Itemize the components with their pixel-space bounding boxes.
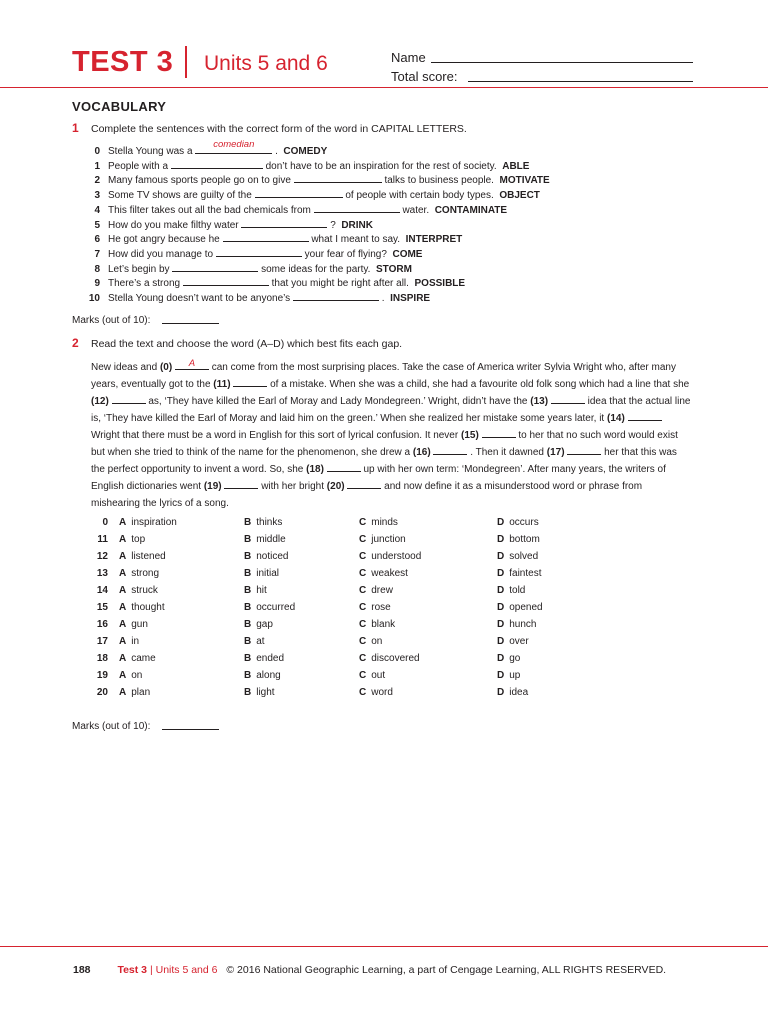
item-number: 9 [94, 278, 100, 290]
option-d[interactable] [497, 670, 520, 681]
name-field[interactable] [431, 62, 693, 63]
exercise-1-item [72, 159, 529, 172]
option-letter: D [497, 687, 505, 698]
option-word: up [509, 670, 521, 681]
option-c[interactable] [359, 551, 421, 562]
item-text-after: water. [402, 204, 430, 216]
option-letter: B [244, 585, 252, 596]
passage-gap[interactable] [233, 377, 267, 387]
item-keyword: MOTIVATE [499, 175, 550, 187]
item-text-before: He got angry because he [108, 234, 220, 246]
option-letter: C [359, 568, 367, 579]
item-text-before: Let’s begin by [108, 263, 170, 275]
exercise-2-marks-label: Marks (out of 10): [72, 721, 151, 732]
option-word: in [131, 636, 140, 647]
exercise-1-marks-label: Marks (out of 10): [72, 315, 151, 326]
passage-text: . Then it dawned [467, 447, 547, 458]
option-word: gap [256, 619, 273, 630]
option-b[interactable] [244, 534, 286, 545]
footer-units: Units 5 and 6 [155, 964, 218, 976]
option-row-number: 0 [102, 517, 108, 528]
cloze-passage [91, 359, 691, 512]
passage-gap[interactable] [112, 394, 146, 404]
option-a[interactable] [119, 619, 148, 630]
exercise-1-item [72, 188, 540, 201]
item-text-after: don’t have to be an inspiration for the rest of society. [265, 160, 497, 172]
option-word: weakest [371, 568, 408, 579]
total-score-field[interactable] [468, 81, 693, 82]
item-text-before: Stella Young doesn’t want to be anyone’s [108, 293, 291, 304]
item-text-after: your fear of flying? [304, 248, 387, 260]
item-number: 10 [88, 293, 100, 304]
gap-number: (19) [203, 481, 222, 492]
gap-number: (11) [213, 379, 231, 390]
passage-text: New ideas and [91, 362, 160, 373]
option-letter: C [359, 585, 367, 596]
gap-number: (14) [607, 413, 625, 424]
item-number: 1 [94, 160, 100, 172]
option-letter: A [119, 670, 127, 681]
option-c[interactable] [359, 653, 420, 664]
option-b[interactable] [244, 619, 273, 630]
passage-text: idea that the actual line is, ‘They have killed the Earl of Moray and laid him on the green.’ When she realized her mistake some years later, it [91, 396, 691, 424]
option-row-number: 15 [96, 602, 108, 613]
option-word: solved [509, 551, 539, 562]
passage-gap[interactable] [628, 411, 662, 421]
option-word: discovered [371, 653, 420, 664]
item-text-before: Many famous sports people go on to give [108, 175, 291, 187]
option-letter: A [119, 602, 127, 613]
option-letter: A [119, 653, 127, 664]
gap-answer: A [188, 358, 196, 369]
exercise-1-number: 1 [72, 121, 79, 135]
option-word: faintest [509, 568, 542, 579]
option-b[interactable] [244, 568, 279, 579]
option-d[interactable] [497, 534, 540, 545]
item-text-after: . [275, 146, 278, 157]
option-row-number: 11 [97, 534, 108, 545]
option-letter: D [497, 619, 505, 630]
option-word: blank [371, 619, 396, 630]
option-letter: B [244, 670, 252, 681]
page-number: 188 [73, 964, 91, 976]
answer-gap[interactable] [223, 232, 309, 242]
answer-gap[interactable] [314, 203, 400, 213]
passage-text: of a mistake. When she was a child, she had a favourite old folk song which had a line that she [267, 379, 690, 390]
item-keyword: DRINK [341, 219, 373, 231]
option-c[interactable] [359, 619, 395, 630]
option-letter: C [359, 670, 367, 681]
option-a[interactable] [119, 602, 165, 613]
option-letter: A [119, 534, 127, 545]
exercise-1-item [72, 218, 373, 231]
option-letter: A [119, 551, 127, 562]
item-keyword: INTERPRET [405, 234, 463, 246]
option-b[interactable] [244, 551, 288, 562]
gap-number: (12) [91, 396, 109, 407]
passage-gap[interactable] [224, 479, 258, 489]
option-letter: B [244, 517, 252, 528]
passage-text: to her that no such word would exist but when she tried to think of the name for the phenomenon, she drew a [91, 430, 678, 458]
exercise-1-item [72, 203, 507, 216]
option-letter: A [119, 568, 127, 579]
option-letter: A [119, 619, 127, 630]
item-text-before: There’s a strong [108, 278, 181, 290]
passage-gap[interactable] [175, 360, 209, 370]
option-row-number: 20 [96, 687, 108, 698]
item-text-before: Stella Young was a [108, 146, 193, 157]
item-number: 3 [94, 190, 100, 202]
item-text-after: . [381, 293, 385, 304]
exercise-1-item [72, 232, 462, 245]
exercise-1-instruction: Complete the sentences with the correct form of the word in CAPITAL LETTERS. [91, 123, 467, 135]
option-row-number: 13 [96, 568, 108, 579]
passage-text: her that this was the perfect opportunity to invent a word. So, she [91, 447, 677, 475]
item-keyword: POSSIBLE [414, 278, 466, 290]
option-c[interactable] [359, 636, 382, 647]
option-b[interactable] [244, 670, 281, 681]
option-c[interactable] [359, 602, 391, 613]
option-word: middle [256, 534, 286, 545]
answer-gap[interactable] [172, 262, 258, 272]
exercise-1-item [72, 139, 328, 157]
answer-gap[interactable] [195, 139, 272, 154]
exercise-1-item [72, 276, 465, 289]
exercise-2-marks-field[interactable] [162, 729, 219, 730]
option-word: rose [371, 602, 391, 613]
option-letter: D [497, 670, 505, 681]
option-c[interactable] [359, 585, 393, 596]
option-word: gun [131, 619, 148, 630]
option-letter: D [497, 585, 505, 596]
option-b[interactable] [244, 602, 295, 613]
option-b[interactable] [244, 636, 265, 647]
gap-number: (13) [530, 396, 549, 407]
option-word: at [256, 636, 265, 647]
option-c[interactable] [359, 687, 393, 698]
answer-gap[interactable] [294, 173, 382, 183]
option-letter: C [359, 551, 367, 562]
option-letter: D [497, 517, 505, 528]
exercise-2-number: 2 [72, 336, 79, 350]
option-word: initial [256, 568, 280, 579]
passage-gap[interactable] [567, 445, 601, 455]
footer-test: Test 3 [117, 964, 148, 976]
footer-sep: | [149, 964, 156, 976]
option-letter: D [497, 602, 505, 613]
item-keyword: CONTAMINATE [434, 204, 508, 216]
option-word: told [509, 585, 526, 596]
option-letter: C [359, 517, 367, 528]
option-letter: C [359, 653, 367, 664]
answer-gap[interactable] [255, 188, 343, 198]
gap-number: (15) [460, 430, 479, 441]
option-row-number: 18 [96, 653, 108, 664]
section-title: VOCABULARY [72, 99, 167, 114]
option-a[interactable] [119, 517, 177, 528]
passage-gap[interactable] [347, 479, 381, 489]
option-word: on [131, 670, 143, 681]
item-keyword: COME [392, 248, 423, 260]
option-letter: B [244, 653, 252, 664]
option-word: light [256, 687, 275, 698]
option-word: word [371, 687, 393, 698]
option-letter: A [119, 585, 127, 596]
option-word: listened [131, 551, 166, 562]
option-letter: D [497, 636, 505, 647]
option-a[interactable] [119, 534, 145, 545]
option-word: ended [256, 653, 285, 664]
option-b[interactable] [244, 517, 282, 528]
name-label: Name [391, 50, 426, 65]
answer-text: comedian [213, 139, 255, 150]
option-c[interactable] [359, 568, 408, 579]
option-row-number: 19 [96, 670, 108, 681]
passage-gap[interactable] [327, 462, 361, 472]
item-keyword: INSPIRE [390, 293, 431, 304]
option-a[interactable] [119, 585, 158, 596]
option-word: hit [256, 585, 267, 596]
option-a[interactable] [119, 568, 159, 579]
option-letter: C [359, 636, 367, 647]
gap-number: (20) [326, 481, 345, 492]
passage-text: can come from the most surprising places. Take the case of America writer Sylvia Wright who, after many years, eventually got to the [91, 362, 676, 390]
item-text-after: ? [330, 219, 336, 231]
option-letter: B [244, 534, 252, 545]
passage-text: as, ‘They have killed the Earl of Moray and Lady Mondegreen.’ Wright, didn’t have the [145, 396, 531, 407]
option-a[interactable] [119, 551, 166, 562]
option-letter: C [359, 602, 367, 613]
option-letter: B [244, 551, 252, 562]
option-word: out [371, 670, 386, 681]
option-letter: B [244, 636, 252, 647]
option-letter: D [497, 568, 505, 579]
option-word: plan [131, 687, 151, 698]
item-keyword: STORM [375, 263, 412, 275]
option-c[interactable] [359, 517, 398, 528]
option-letter: C [359, 619, 367, 630]
exercise-1-item [72, 173, 550, 186]
option-word: opened [509, 602, 543, 613]
answer-gap[interactable] [216, 247, 302, 257]
option-row-number: 12 [96, 551, 108, 562]
option-a[interactable] [119, 636, 139, 647]
option-b[interactable] [244, 687, 275, 698]
exercise-1-item [72, 247, 422, 260]
option-letter: A [119, 517, 127, 528]
item-text-before: How do you make filthy water [108, 219, 239, 231]
item-text-after: talks to business people. [384, 175, 494, 187]
passage-gap[interactable] [433, 445, 467, 455]
option-letter: D [497, 653, 505, 664]
exercise-2-instruction: Read the text and choose the word (A–D) which best fits each gap. [91, 338, 403, 350]
title-divider [185, 46, 187, 78]
option-word: understood [371, 551, 422, 562]
item-text-before: This filter takes out all the bad chemicals from [108, 204, 311, 216]
footer-copyright: © 2016 National Geographic Learning, a part of Cengage Learning, ALL RIGHTS RESERVED. [226, 964, 667, 976]
option-word: thinks [256, 517, 283, 528]
answer-gap[interactable] [171, 159, 263, 169]
passage-text: and now define it as a misunderstood word or phrase from mishearing the lyrics of a song. [91, 481, 643, 509]
exercise-1-item [72, 262, 412, 275]
item-number: 2 [94, 175, 100, 187]
option-word: bottom [509, 534, 540, 545]
option-letter: C [359, 687, 367, 698]
passage-gap[interactable] [551, 394, 585, 404]
option-word: inspiration [131, 517, 177, 528]
item-number: 7 [94, 248, 100, 260]
item-number: 4 [94, 204, 100, 216]
option-row-number: 16 [96, 619, 108, 630]
gap-number: (18) [306, 464, 324, 475]
answer-gap[interactable] [241, 218, 327, 228]
option-word: struck [131, 585, 158, 596]
option-word: go [509, 653, 521, 664]
option-c[interactable] [359, 670, 385, 681]
option-word: strong [131, 568, 160, 579]
gap-number: (0) [159, 362, 173, 373]
option-word: thought [131, 602, 165, 613]
footer-rule [0, 946, 768, 947]
item-number: 5 [94, 219, 100, 231]
item-text-before: Some TV shows are guilty of the [108, 190, 252, 202]
option-a[interactable] [119, 687, 150, 698]
exercise-1-item [72, 291, 430, 304]
option-letter: B [244, 619, 252, 630]
option-letter: C [359, 534, 367, 545]
option-d[interactable] [497, 602, 543, 613]
option-word: over [509, 636, 529, 647]
item-keyword: ABLE [502, 160, 530, 172]
option-word: occurs [509, 517, 539, 528]
item-text-before: People with a [108, 160, 169, 172]
option-b[interactable] [244, 585, 267, 596]
option-row-number: 17 [96, 636, 108, 647]
test-title: TEST 3 [72, 46, 174, 78]
option-a[interactable] [119, 653, 156, 664]
option-letter: D [497, 534, 505, 545]
item-text-before: How did you manage to [108, 248, 214, 260]
option-word: occurred [256, 602, 296, 613]
option-letter: D [497, 551, 505, 562]
units-title: Units 5 and 6 [204, 52, 328, 75]
option-a[interactable] [119, 670, 142, 681]
option-d[interactable] [497, 619, 536, 630]
option-word: hunch [509, 619, 537, 630]
footer [73, 964, 666, 976]
item-text-after: of people with certain body types. [345, 190, 494, 202]
total-score-label: Total score: [391, 69, 458, 84]
exercise-1-marks-field[interactable] [162, 323, 219, 324]
option-row-number: 14 [96, 585, 108, 596]
passage-text: up with her own term: ‘Mondegreen’. After many years, the writers of English dictionaries went [91, 464, 666, 492]
passage-gap[interactable] [482, 428, 516, 438]
answer-gap[interactable] [183, 276, 269, 286]
option-c[interactable] [359, 534, 406, 545]
passage-text: Wright that there must be a word in English for this sort of lyrical confusion. It never [91, 430, 461, 441]
option-letter: B [244, 568, 252, 579]
option-d[interactable] [497, 551, 538, 562]
item-number: 8 [94, 263, 100, 275]
item-text-after: that you might be right after all. [271, 278, 409, 290]
item-text-after: what I meant to say. [311, 234, 401, 246]
option-d[interactable] [497, 636, 529, 647]
option-letter: A [119, 687, 127, 698]
item-text-after: some ideas for the party. [261, 263, 371, 275]
gap-number: (16) [412, 447, 431, 458]
option-word: noticed [256, 551, 289, 562]
item-number: 0 [94, 146, 100, 157]
option-word: minds [371, 517, 398, 528]
option-word: top [131, 534, 146, 545]
option-b[interactable] [244, 653, 284, 664]
option-letter: A [119, 636, 127, 647]
option-word: came [131, 653, 156, 664]
option-d[interactable] [497, 653, 520, 664]
option-word: along [256, 670, 281, 681]
option-word: drew [371, 585, 393, 596]
option-word: on [371, 636, 383, 647]
item-number: 6 [94, 234, 100, 246]
option-d[interactable] [497, 687, 528, 698]
option-word: junction [371, 534, 406, 545]
item-keyword: COMEDY [283, 146, 328, 157]
option-d[interactable] [497, 517, 539, 528]
gap-number: (17) [546, 447, 565, 458]
header-rule [0, 87, 768, 88]
item-keyword: OBJECT [499, 190, 540, 202]
answer-gap[interactable] [293, 291, 379, 301]
option-d[interactable] [497, 568, 541, 579]
option-word: idea [509, 687, 529, 698]
option-letter: B [244, 602, 252, 613]
passage-text: with her bright [258, 481, 327, 492]
option-d[interactable] [497, 585, 525, 596]
option-letter: B [244, 687, 252, 698]
